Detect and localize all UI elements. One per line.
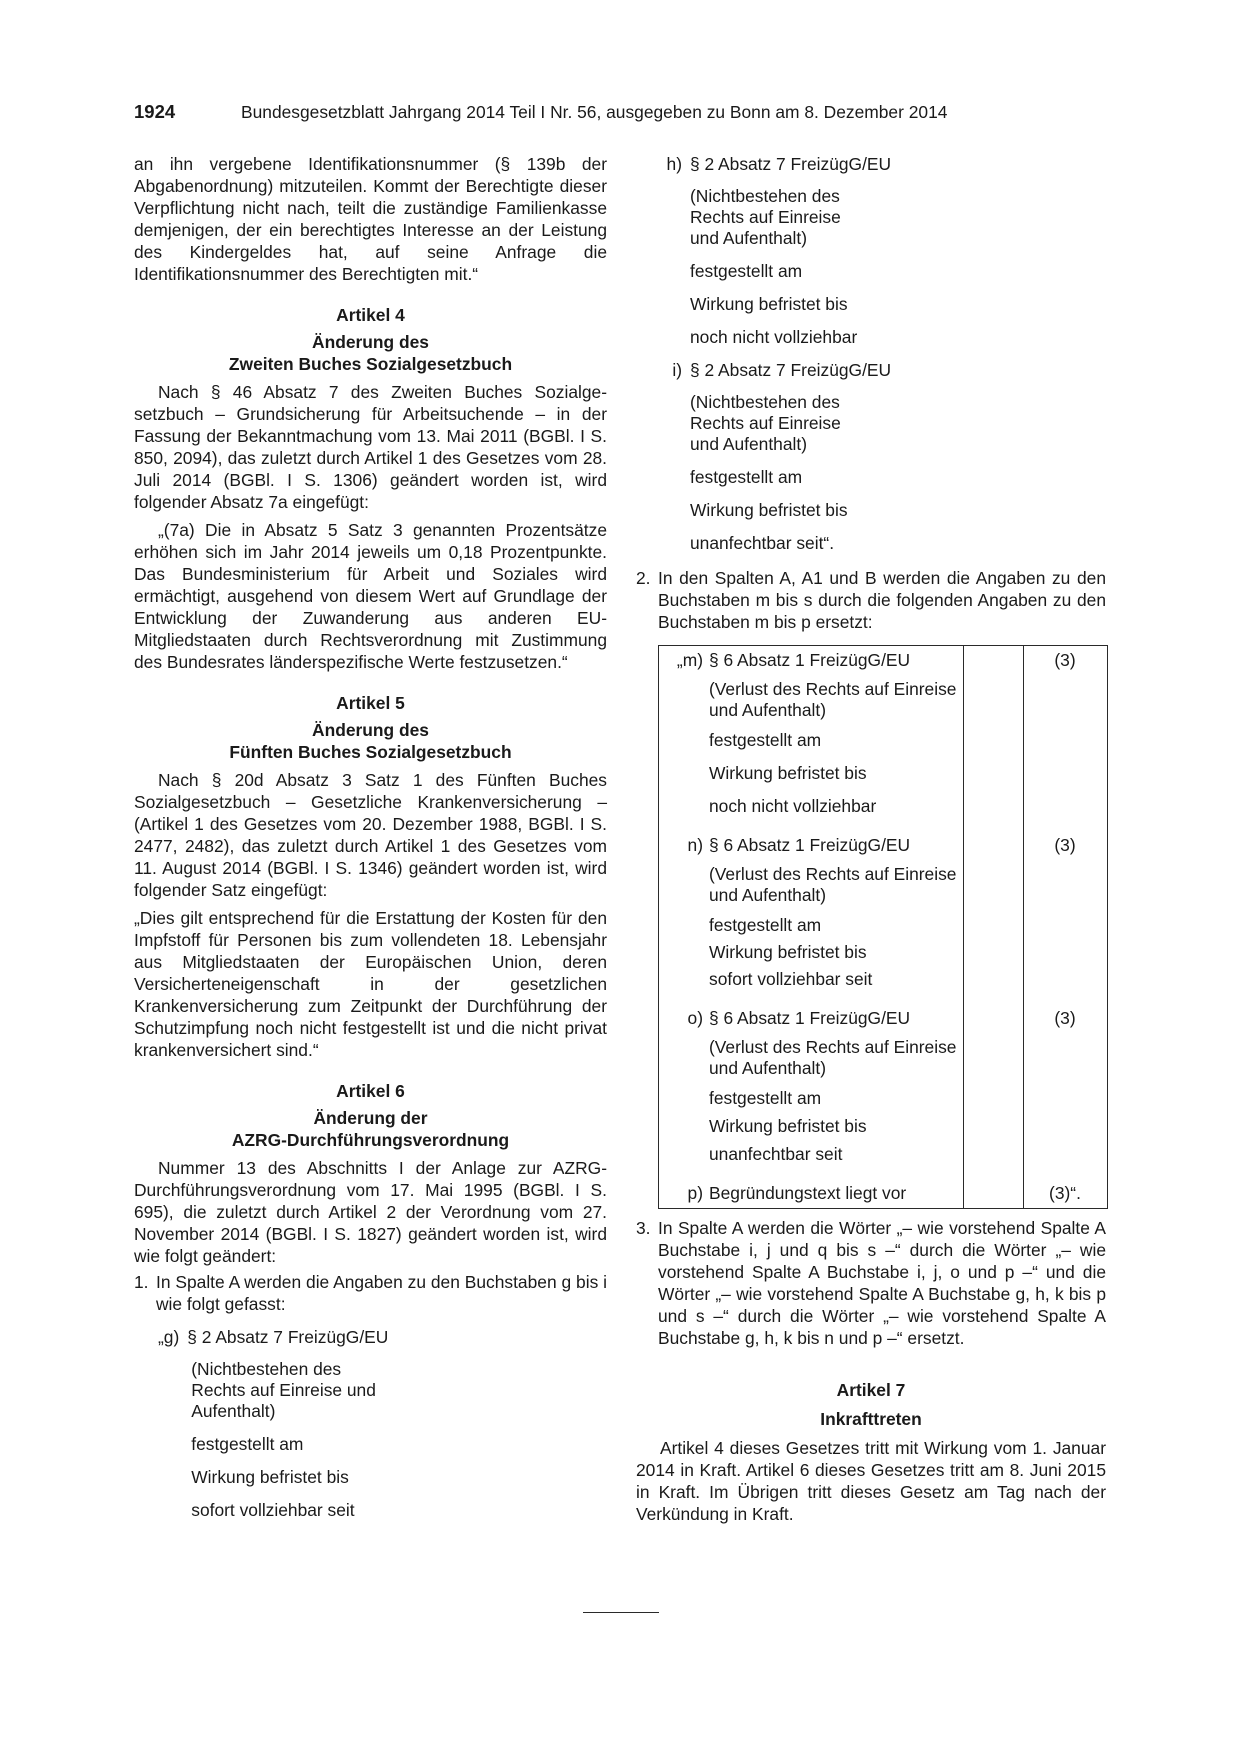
article-5-title-line1: Änderung des <box>312 720 429 740</box>
table-row-line: festgestellt am <box>709 915 822 935</box>
entry-content <box>187 1326 607 1532</box>
entry-content <box>690 153 1106 359</box>
table-row-content <box>709 1007 963 1175</box>
article-4-title-line2: Zweiten Buches Sozialgesetzbuch <box>228 354 513 374</box>
entry-description: (Nichtbestehen des Rechts auf Einreise und Aufenthalt) <box>690 186 841 248</box>
table-row-code: (3) <box>1054 835 1076 855</box>
article-4-title-line1: Änderung des <box>312 332 429 352</box>
table-row-content <box>709 649 963 827</box>
article-6-title <box>134 1107 607 1151</box>
entry-i <box>660 359 1106 565</box>
table-row-code: (3)“. <box>1049 1183 1081 1203</box>
table-row-description: (Verlust des Rechts auf Einreise und Aufenthalt) <box>709 864 957 905</box>
entry-line: festgestellt am <box>191 1434 304 1454</box>
table-row-description: (Verlust des Rechts auf Einreise und Aufenthalt) <box>709 1037 957 1078</box>
table-row-label: o) <box>687 1008 703 1028</box>
table-row <box>659 831 1107 1004</box>
entry-g <box>158 1326 607 1532</box>
table-row-law: § 6 Absatz 1 FreizügG/EU <box>709 650 911 670</box>
entry-h <box>660 153 1106 359</box>
entry-label: i) <box>672 360 682 380</box>
table-row-label: n) <box>687 835 703 855</box>
table-row-line: sofort vollziehbar seit <box>709 969 873 989</box>
table-row-code: (3) <box>1054 650 1076 670</box>
replacement-table <box>658 645 1108 1209</box>
entry-line: noch nicht vollziehbar <box>690 327 858 347</box>
entry-line: Wirkung befristet bis <box>690 294 848 314</box>
entry-description: (Nichtbestehen des Rechts auf Einreise und Aufenthalt) <box>191 1359 376 1421</box>
entry-law: § 2 Absatz 7 FreizügG/EU <box>690 154 892 174</box>
article-5-quote: „Dies gilt entsprechend für die Erstattung der Kosten für den Impfstoff für Personen bis zum vollendeten 18. Lebensjahr aus Mitgliedstaaten der Europäischen Union, deren Versicherteneigenschaft in der gesetzlichen Krankenversicherung zum Zeitpunkt der Durchführung der Schutzimpfung noch nicht festgestellt ist und die nicht privat krankenversichert sind.“ <box>134 908 607 1060</box>
article-4-label: Artikel 4 <box>336 305 405 325</box>
entry-description: (Nichtbestehen des Rechts auf Einreise und Aufenthalt) <box>690 392 841 454</box>
right-column <box>636 153 1106 1525</box>
continuation-paragraph: an ihn vergebene Identifikationsnummer (§ 139b der Abgabenordnung) mitzuteilen. Kommt der Berechtigte dieser Verpflichtung nicht nach, teilt die zuständige Familienkasse demjenigen, der ein berechtigtes Interesse an der Leistung des Kindergeldes hat, auf seine Anfrage die Identifikationsnummer des Berechtigten mit.“ <box>134 154 607 284</box>
list-marker: 1. <box>134 1272 149 1292</box>
table-row-law: § 6 Absatz 1 FreizügG/EU <box>709 835 911 855</box>
list-item <box>636 1217 1106 1349</box>
table-row <box>659 1004 1107 1179</box>
article-4-quote: „(7a) Die in Absatz 5 Satz 3 genannten Prozentsätze erhöhen sich im Jahr 2014 jeweils um 0,18 Prozentpunkte. Das Bundesministerium für Arbeit und Soziales wird ermächtigt, ausgehend von diesem Wert auf Grundlage der Entwicklung der Zuwanderung aus anderen EU-Mitgliedstaaten durch Rechtsverordnung mit Zustimmung des Bundesrates länderspezifische Werte festzusetzen.“ <box>134 520 607 672</box>
list-marker: 2. <box>636 568 651 588</box>
table-row-content <box>709 1182 963 1204</box>
list-item <box>134 1271 607 1315</box>
article-7-body: Artikel 4 dieses Gesetzes tritt mit Wirkung vom 1. Januar 2014 in Kraft. Artikel 6 dieses Gesetzes tritt am 8. Juni 2015 in Kraft. Im Übrigen tritt dieses Gesetz am Tag nach der Verkündung in Kraft. <box>636 1438 1106 1524</box>
table-row-description: (Verlust des Rechts auf Einreise und Aufenthalt) <box>709 679 957 720</box>
article-6-label: Artikel 6 <box>336 1081 405 1101</box>
table-row-line: festgestellt am <box>709 730 822 750</box>
list-item-text: In Spalte A werden die Wörter „– wie vorstehend Spalte A Buchstabe i, j und q bis s –“ durch die Wörter „– wie vorstehend Spalte A Buchstabe i, j, o und p –“ und die Wörter „– wie vorstehend Spalte A Buchstabe g, h, k bis p und s –“ durch die Wörter „– wie vorstehend Spalte A Buchstabe g, h, k bis n und p –“ ersetzt. <box>658 1218 1106 1348</box>
entry-line: sofort vollziehbar seit <box>191 1500 355 1520</box>
entry-content <box>690 359 1106 565</box>
list-item-text: In den Spalten A, A1 und B werden die Angaben zu den Buchstaben m bis s durch die folgenden Angaben zu den Buchstaben m bis p ersetzt: <box>658 568 1106 632</box>
article-5-title-line2: Fünften Buches Sozialgesetzbuch <box>229 742 512 762</box>
table-row-label: p) <box>687 1183 703 1203</box>
article-4-body: Nach § 46 Absatz 7 des Zweiten Buches Sozialgesetzbuch – Grundsicherung für Arbeitsuchende – in der Fassung der Bekanntmachung vom 13. Mai 2011 (BGBl. I S. 850, 2094), das zuletzt durch Artikel 1 des Gesetzes vom 28. Juli 2014 (BGBl. I S. 1306) geändert worden ist, wird folgender Absatz 7a eingefügt: <box>134 382 607 512</box>
article-6-body: Nummer 13 des Abschnitts I der Anlage zur AZRG-Durchführungsverordnung vom 17. Mai 1995 (BGBl. I S. 695), die zuletzt durch Artikel 2 der Verordnung vom 27. November 2014 (BGBl. I S. 1827) geändert worden ist, wird wie folgt geändert: <box>134 1158 607 1266</box>
article-5-label: Artikel 5 <box>336 693 405 713</box>
table-row-label: „m) <box>676 650 703 670</box>
entry-line: Wirkung befristet bis <box>191 1467 349 1487</box>
entry-line: Wirkung befristet bis <box>690 500 848 520</box>
left-column <box>134 153 607 1532</box>
article-5-title <box>134 719 607 763</box>
table-row-law: § 6 Absatz 1 FreizügG/EU <box>709 1008 911 1028</box>
table-row-law: Begründungstext liegt vor <box>709 1183 907 1203</box>
list-item-text: In Spalte A werden die Angaben zu den Buchstaben g bis i wie folgt gefasst: <box>156 1272 607 1314</box>
article-6-title-line2: AZRG-Durchführungsverordnung <box>231 1130 510 1150</box>
table-column-divider <box>1023 646 1024 1208</box>
list-item <box>636 567 1106 633</box>
table-row-line: Wirkung befristet bis <box>709 763 867 783</box>
table-row <box>659 1179 1107 1208</box>
page-number: 1924 <box>134 101 176 122</box>
entry-line: festgestellt am <box>690 467 803 487</box>
table-row-line: noch nicht vollziehbar <box>709 796 877 816</box>
footer-rule <box>583 1612 659 1613</box>
table-row-line: festgestellt am <box>709 1088 822 1108</box>
entry-label: h) <box>666 154 682 174</box>
table-row <box>659 646 1107 831</box>
table-row-line: Wirkung befristet bis <box>709 1116 867 1136</box>
article-7-label: Artikel 7 <box>836 1380 906 1400</box>
entry-label: „g) <box>158 1327 180 1347</box>
article-5-body: Nach § 20d Absatz 3 Satz 1 des Fünften Buches Sozialgesetzbuch – Gesetzliche Krankenversicherung – (Artikel 1 des Gesetzes vom 20. Dezember 1988, BGBl. I S. 2477, 2482), das zuletzt durch Artikel 1 des Gesetzes vom 11. August 2014 (BGBl. I S. 1346) geändert worden ist, wird folgender Satz eingefügt: <box>134 770 607 900</box>
table-column-divider <box>963 646 964 1208</box>
gazette-title: Bundesgesetzblatt Jahrgang 2014 Teil I Nr. 56, ausgegeben zu Bonn am 8. Dezember 2014 <box>241 102 948 122</box>
article-7-title: Inkrafttreten <box>820 1409 922 1429</box>
entry-law: § 2 Absatz 7 FreizügG/EU <box>187 1327 389 1347</box>
table-row-line: Wirkung befristet bis <box>709 942 867 962</box>
article-4-title <box>134 331 607 375</box>
list-marker: 3. <box>636 1218 651 1238</box>
article-6-title-line1: Änderung der <box>313 1108 428 1128</box>
entry-law: § 2 Absatz 7 FreizügG/EU <box>690 360 892 380</box>
table-row-content <box>709 834 963 1000</box>
entry-line: festgestellt am <box>690 261 803 281</box>
entry-line: unanfechtbar seit“. <box>690 533 835 553</box>
table-row-code: (3) <box>1054 1008 1076 1028</box>
table-row-line: unanfechtbar seit <box>709 1144 843 1164</box>
